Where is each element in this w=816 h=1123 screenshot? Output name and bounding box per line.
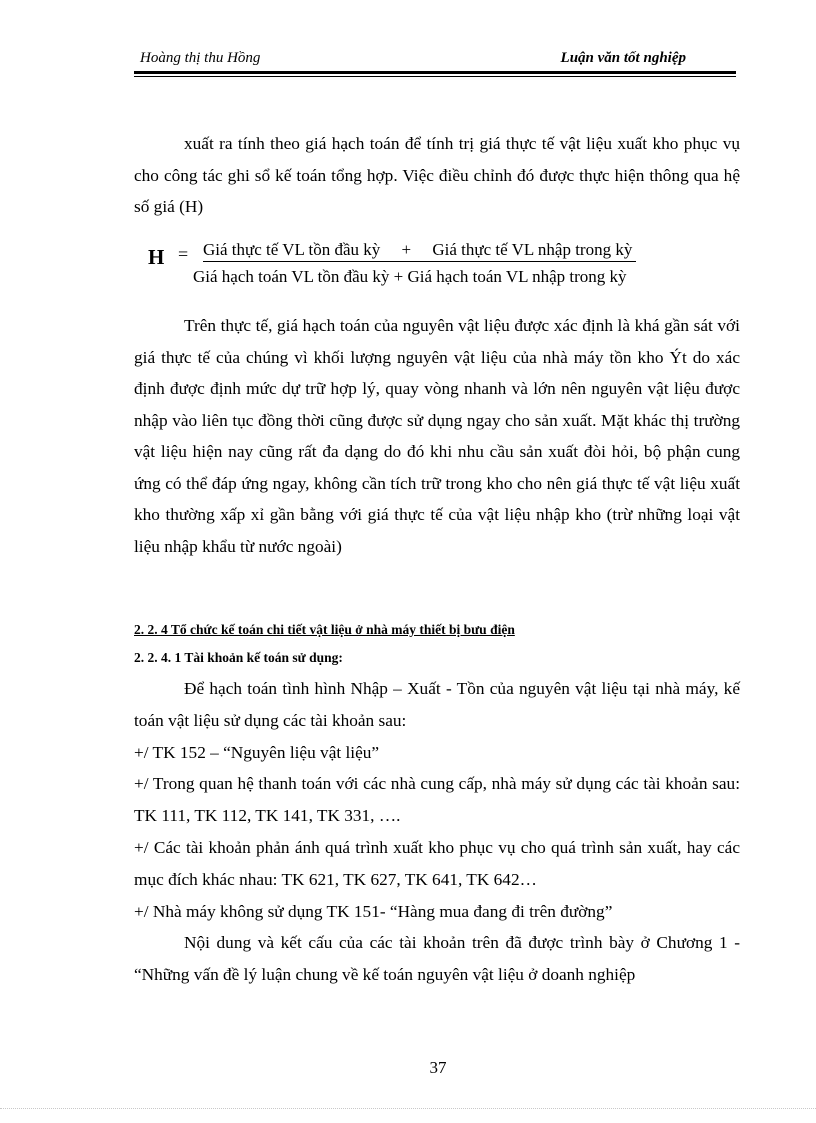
formula-equals: = [178, 244, 189, 264]
page-number: 37 [429, 1058, 447, 1077]
account-item: +/ Nhà máy không sử dụng TK 151- “Hàng mua đang đi trên đường” [134, 901, 613, 921]
formula-denominator: Giá hạch toán VL tồn đầu kỳ + Giá hạch toán VL nhập trong kỳ [193, 267, 627, 286]
account-item: +/ Trong quan hệ thanh toán với các nhà cung cấp, nhà máy sử dụng các tài khoản sau: TK 111, TK 112, TK 141, TK 331, …. [134, 774, 740, 826]
section-heading: 2. 2. 4 Tổ chức kế toán chi tiết vật liệu ở nhà máy thiết bị bưu điện [134, 622, 515, 637]
header-rule-thick [134, 71, 736, 74]
footer-divider [0, 1108, 816, 1109]
header-doc-title: Luận văn tốt nghiệp [560, 50, 686, 66]
formula-symbol: H [148, 245, 165, 269]
paragraph-intro-text: xuất ra tính theo giá hạch toán để tính trị giá thực tế vật liệu xuất kho phục vụ cho công tác ghi sổ kế toán tổng hợp. Việc điều chỉnh đó được thực hiện thông qua hệ số giá (H) [134, 134, 740, 216]
paragraph-intro [134, 128, 740, 223]
account-item: +/ Các tài khoản phản ánh quá trình xuất kho phục vụ cho quá trình sản xuất, hay các mục đích khác nhau: TK 621, TK 627, TK 641, TK 642… [134, 837, 740, 889]
paragraph-content-structure: Nội dung và kết cấu của các tài khoản trên đã được trình bày ở Chương 1 - “Những vấn đề lý luận chung về kế toán nguyên vật liệu ở doanh nghiệp [134, 933, 740, 985]
formula-numerator: Giá thực tế VL tồn đầu kỳ + Giá thực tế VL nhập trong kỳ [203, 240, 636, 262]
paragraph-accounts-intro: Để hạch toán tình hình Nhập – Xuất - Tồn của nguyên vật liệu tại nhà máy, kế toán vật liệu sử dụng các tài khoản sau: [134, 679, 740, 730]
header-author: Hoàng thị thu Hồng [140, 50, 261, 66]
price-coefficient-formula [148, 238, 748, 294]
header-rule-thin [134, 76, 736, 77]
subsection-heading: 2. 2. 4. 1 Tài khoản kế toán sử dụng: [134, 650, 343, 665]
paragraph-actual-price [134, 310, 740, 562]
paragraph-actual-price-text: Trên thực tế, giá hạch toán của nguyên vật liệu được xác định là khá gần sát với giá thực tế của chúng vì khối lượng nguyên vật liệu của nhà máy tồn kho Ýt do xác định được định mức dự trữ hợp lý, quay vòng nhanh và lớn nên nguyên vật liệu được nhập vào liên tục đồng thời cũng được sử dụng ngay cho sản xuất. Mặt khác thị trường vật liệu hiện nay cũng rất đa dạng do đó khi nhu cầu sản xuất đòi hỏi, bộ phận cung ứng có thể đáp ứng ngay, không cần tích trữ trong kho cho nên giá thực tế vật liệu xuất kho thường xấp xỉ gần bằng với giá thực tế của vật liệu nhập kho (trừ những loại vật liệu nhập khẩu từ nước ngoài) [134, 316, 740, 556]
accounts-block [134, 673, 740, 991]
account-item: +/ TK 152 – “Nguyên liệu vật liệu” [134, 742, 380, 762]
page-header [134, 48, 736, 70]
